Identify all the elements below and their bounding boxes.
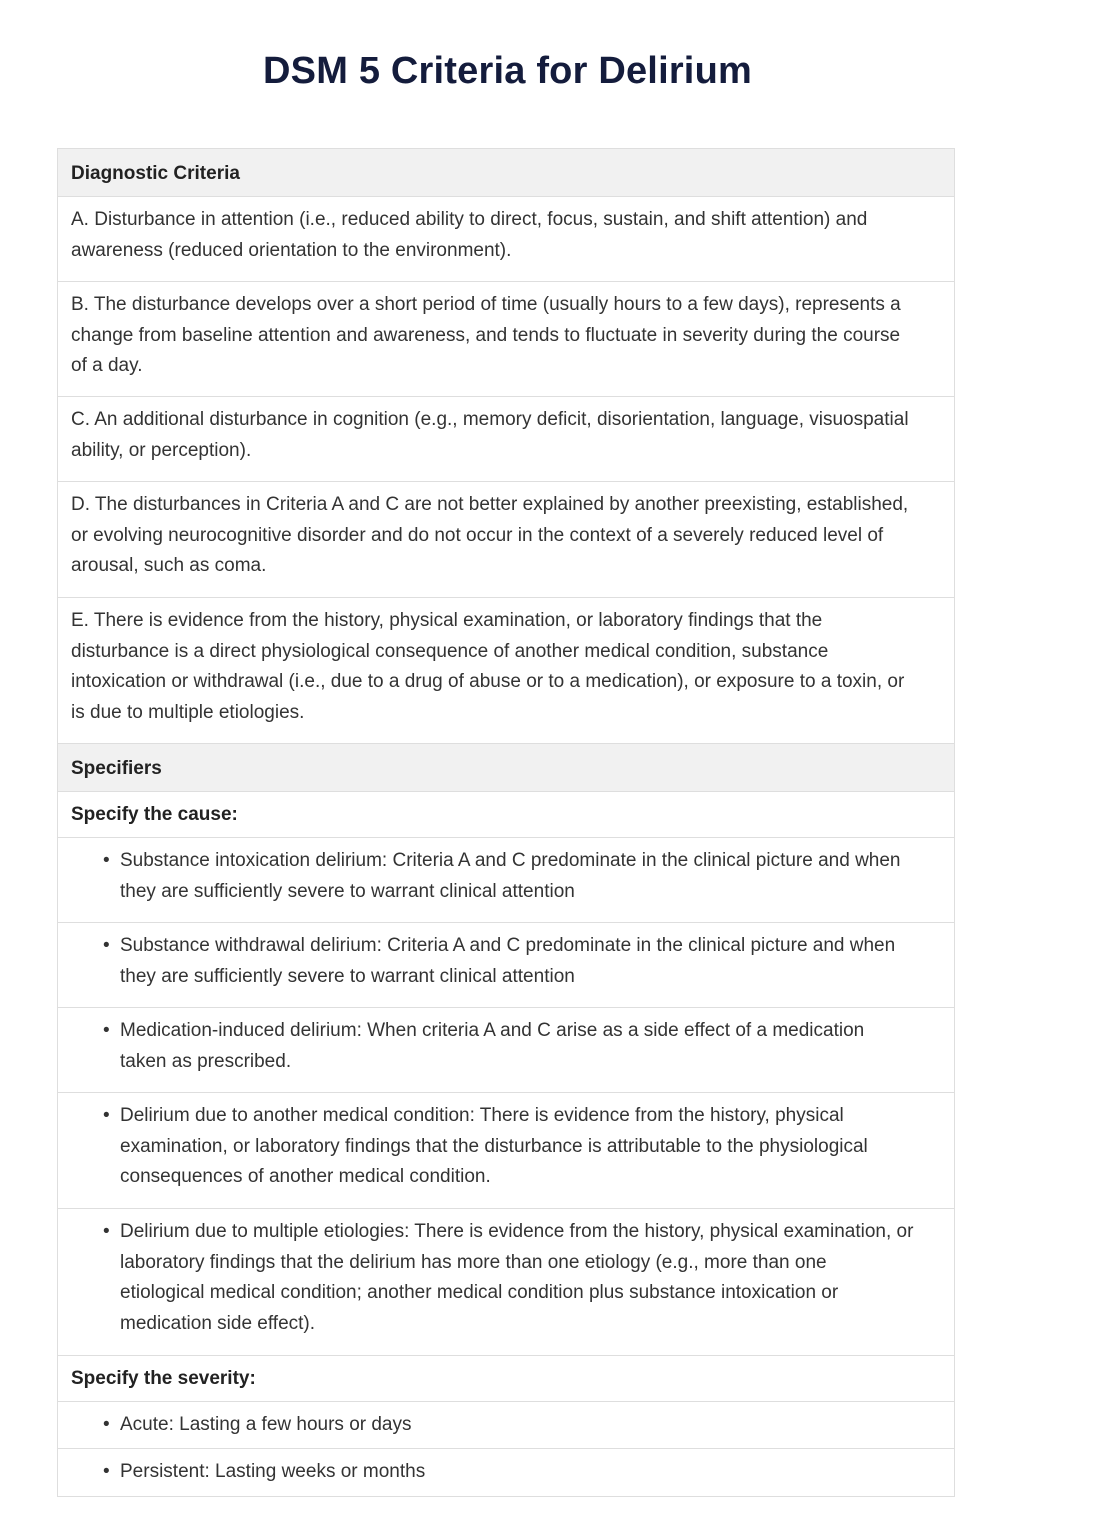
specify-severity-label: Specify the severity:	[58, 1356, 954, 1402]
bullet-icon: •	[103, 1461, 110, 1482]
cause-item-substance-withdrawal	[58, 923, 954, 1008]
criterion-d	[58, 482, 954, 598]
cause-item-text: Delirium due to multiple etiologies: There is evidence from the history, physical examination, or laboratory findings that the delirium has more than one etiology (e.g., more than one etiological medical condition; another medical condition plus substance intoxication or medication side effect).	[120, 1221, 914, 1334]
severity-item-persistent	[58, 1449, 954, 1496]
criterion-c-text: C. An additional disturbance in cognition (e.g., memory deficit, disorientation, language, visuospatial ability, or perception).	[71, 409, 909, 461]
cause-item-multiple-etiologies	[58, 1209, 954, 1356]
specifiers-header: Specifiers	[58, 744, 954, 792]
bullet-icon: •	[103, 1414, 110, 1435]
specify-cause-label: Specify the cause:	[58, 792, 954, 838]
bullet-icon: •	[103, 935, 110, 956]
cause-item-medical-condition	[58, 1093, 954, 1209]
severity-item-text: Persistent: Lasting weeks or months	[120, 1461, 426, 1482]
bullet-icon: •	[103, 1105, 110, 1126]
cause-item-text: Medication-induced delirium: When criteria A and C arise as a side effect of a medication taken as prescribed.	[120, 1020, 865, 1072]
diagnostic-criteria-header: Diagnostic Criteria	[58, 149, 954, 197]
cause-item-text: Substance intoxication delirium: Criteria A and C predominate in the clinical picture and when they are sufficiently severe to warrant clinical attention	[120, 850, 901, 902]
cause-item-text: Delirium due to another medical condition: There is evidence from the history, physical examination, or laboratory findings that the disturbance is attributable to the physiological consequences of another medical condition.	[120, 1105, 868, 1187]
bullet-icon: •	[103, 1221, 110, 1242]
severity-item-text: Acute: Lasting a few hours or days	[120, 1414, 412, 1435]
cause-item-text: Substance withdrawal delirium: Criteria A and C predominate in the clinical picture and when they are sufficiently severe to warrant clinical attention	[120, 935, 896, 987]
bullet-icon: •	[103, 850, 110, 871]
criterion-a-text: A. Disturbance in attention (i.e., reduced ability to direct, focus, sustain, and shift attention) and awareness (reduced orientation to the environment).	[71, 209, 868, 261]
severity-item-acute	[58, 1402, 954, 1449]
criterion-d-text: D. The disturbances in Criteria A and C are not better explained by another preexisting, established, or evolving neurocognitive disorder and do not occur in the context of a severely reduced level of arousal, such as coma.	[71, 494, 909, 576]
criterion-b	[58, 282, 954, 397]
page-title: DSM 5 Criteria for Delirium	[263, 50, 752, 92]
bullet-icon: •	[103, 1020, 110, 1041]
cause-item-substance-intoxication	[58, 838, 954, 923]
criterion-e-text: E. There is evidence from the history, physical examination, or laboratory findings that the disturbance is a direct physiological consequence of another medical condition, substance intoxication or withdrawal (i.e., due to a drug of abuse or to a medication), or exposure to a toxin, or is due to multiple etiologies.	[71, 610, 905, 723]
criterion-b-text: B. The disturbance develops over a short period of time (usually hours to a few days), represents a change from baseline attention and awareness, and tends to fluctuate in severity during the course of a day.	[71, 294, 901, 376]
criterion-e	[58, 598, 954, 744]
criterion-c	[58, 397, 954, 482]
cause-item-medication-induced	[58, 1008, 954, 1093]
criteria-table	[57, 148, 955, 1497]
criterion-a	[58, 197, 954, 282]
